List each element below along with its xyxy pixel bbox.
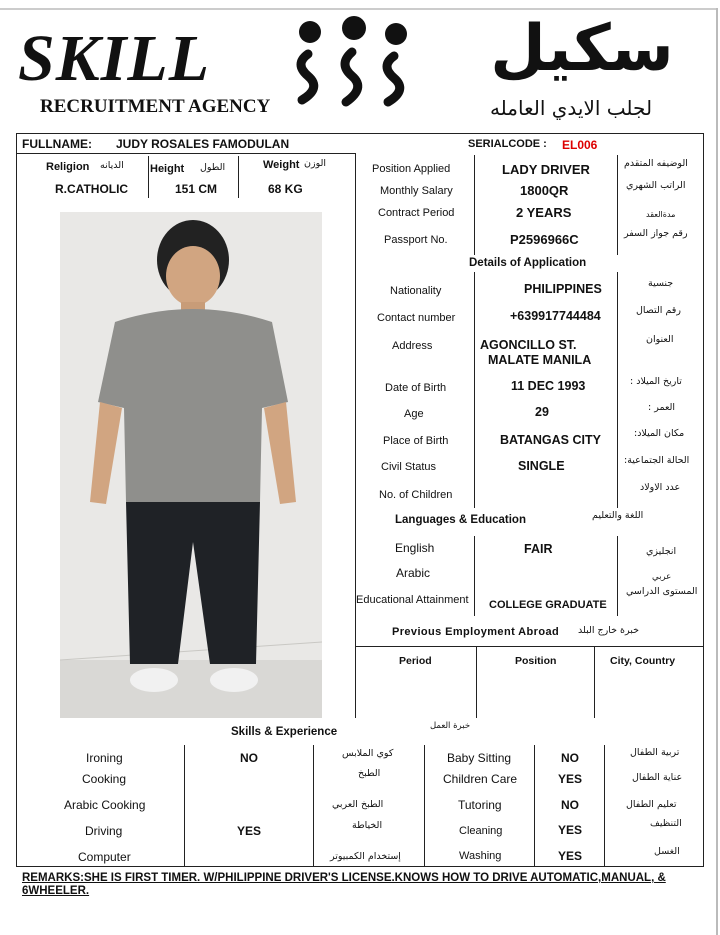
education-value: COLLEGE GRADUATE: [489, 599, 607, 611]
weight-value: 68 KG: [268, 182, 303, 196]
skill-arabic-cooking-ar: الطبخ العربي: [332, 799, 384, 810]
skill-ironing-value: NO: [240, 751, 258, 765]
languages-heading-ar: اللغة والتعليم: [592, 510, 644, 521]
salary-value: 1800QR: [520, 183, 569, 198]
address-label: Address: [392, 340, 433, 352]
frame-right: [716, 8, 718, 935]
skill-arabic-cooking-label: Arabic Cooking: [64, 798, 146, 812]
skill-baby-sitting-label: Baby Sitting: [447, 751, 512, 765]
civil-status-value: SINGLE: [518, 459, 565, 473]
pob-label-ar: مكان الميلاد:: [634, 428, 685, 439]
skills-heading: Skills & Experience: [231, 726, 338, 738]
children-label: No. of Children: [379, 489, 453, 501]
rule: [474, 536, 475, 616]
age-value: 29: [535, 405, 549, 419]
serial-label: SERIALCODE :: [468, 138, 547, 150]
age-label: Age: [404, 408, 424, 420]
serial-value: EL006: [562, 138, 598, 152]
skill-children-care-value: YES: [558, 772, 583, 786]
rule: [16, 866, 704, 867]
skill-cleaning-label: Cleaning: [459, 825, 503, 837]
rule: [474, 155, 475, 255]
skill-driving-value: YES: [237, 824, 262, 838]
skill-computer-label: Computer: [78, 850, 131, 864]
employment-heading-ar: خبرة خارج البلد: [578, 625, 640, 636]
rule: [424, 745, 425, 866]
religion-label-ar: الديانه: [100, 160, 124, 171]
rule: [355, 153, 356, 718]
skill-washing-label: Washing: [459, 850, 502, 862]
contact-value: +639917744484: [510, 309, 601, 323]
brand-subtitle: RECRUITMENT AGENCY: [40, 96, 271, 117]
rule: [476, 646, 477, 718]
skill-driving-label: Driving: [85, 824, 123, 838]
dob-value: 11 DEC 1993: [511, 379, 586, 393]
rule: [594, 646, 595, 718]
education-label-ar: المستوى الدراسي: [626, 586, 698, 597]
rule: [355, 646, 703, 647]
skill-driving-ar: الخياطة: [352, 820, 383, 831]
nationality-label: Nationality: [390, 285, 442, 297]
skill-ironing-label: Ironing: [86, 751, 123, 765]
pob-value: BATANGAS CITY: [500, 433, 601, 447]
position-value: LADY DRIVER: [502, 162, 590, 177]
religion-label: Religion: [46, 161, 90, 173]
employment-heading: Previous Employment Abroad: [392, 626, 560, 638]
employment-col-location: City, Country: [610, 655, 676, 667]
arabic-label: Arabic: [396, 566, 431, 580]
height-value: 151 CM: [175, 182, 218, 196]
rule: [148, 156, 149, 198]
rule: [16, 153, 356, 154]
languages-heading: Languages & Education: [395, 514, 526, 526]
civil-status-label-ar: الحالة الجتماعية:: [624, 455, 690, 466]
salary-label-ar: الراتب الشهري: [626, 180, 686, 191]
skill-computer-ar: إستخدام الكمبيوتر: [330, 851, 401, 862]
skill-cleaning-value: YES: [558, 823, 583, 837]
dob-label: Date of Birth: [385, 382, 447, 394]
position-label: Position Applied: [372, 163, 451, 175]
rule: [617, 155, 618, 255]
rule: [617, 272, 618, 508]
address-value-line2: MALATE MANILA: [488, 353, 592, 367]
skill-baby-sitting-ar: تربية الطفال: [630, 747, 680, 758]
rule: [604, 745, 605, 866]
arabic-label-ar: عربي: [652, 572, 672, 582]
brand-arabic-subtitle: لجلب الايدي العامله: [489, 96, 653, 120]
employment-col-position: Position: [515, 655, 557, 667]
civil-status-label: Civil Status: [381, 461, 437, 473]
rule: [703, 133, 704, 867]
skill-cooking-ar: الطبخ: [358, 768, 381, 779]
height-label: Height: [150, 163, 185, 175]
contract-value: 2 YEARS: [516, 205, 572, 220]
salary-label: Monthly Salary: [380, 185, 453, 197]
fullname-value: JUDY ROSALES FAMODULAN: [116, 137, 290, 151]
skill-cooking-label: Cooking: [82, 772, 127, 786]
skill-washing-ar: الغسل: [654, 846, 680, 857]
address-label-ar: العنوان: [646, 334, 674, 345]
rule: [313, 745, 314, 866]
education-label: Educational Attainment: [356, 594, 469, 606]
rule: [617, 536, 618, 616]
contract-label: Contract Period: [378, 207, 455, 219]
pob-label: Place of Birth: [383, 435, 449, 447]
brand-logo-text: SKILL: [18, 22, 211, 95]
rule: [16, 133, 17, 867]
employment-col-period: Period: [399, 655, 432, 667]
contact-label-ar: رقم التصال: [636, 305, 681, 316]
skills-heading-ar: خبرة العمل: [430, 721, 471, 731]
contract-label-ar: مدةالعقد: [646, 210, 676, 219]
english-label-ar: انجليزي: [646, 546, 677, 557]
english-label: English: [395, 541, 435, 555]
brand-arabic: سكيل: [490, 12, 674, 86]
address-value-line1: AGONCILLO ST.: [480, 338, 577, 352]
contact-label: Contact number: [377, 312, 456, 324]
passport-label: Passport No.: [384, 234, 448, 246]
details-heading: Details of Application: [469, 257, 587, 269]
passport-label-ar: رقم جواز السفر: [624, 228, 688, 239]
children-label-ar: عدد الاولاد: [640, 482, 681, 493]
skill-tutoring-value: NO: [561, 798, 579, 812]
religion-value: R.CATHOLIC: [55, 182, 129, 196]
weight-label: Weight: [263, 159, 300, 171]
skill-children-care-ar: عناية الطفال: [632, 772, 683, 783]
skill-children-care-label: Children Care: [443, 772, 518, 786]
people-logo-icon: [288, 14, 420, 110]
dob-label-ar: تاريخ الميلاد :: [630, 376, 682, 387]
skill-tutoring-ar: تعليم الطفال: [626, 799, 677, 810]
rule: [16, 133, 704, 134]
position-label-ar: الوضيفه المتقدم: [624, 158, 688, 169]
remarks: REMARKS:SHE IS FIRST TIMER. W/PHILIPPINE DRIVER'S LICENSE.KNOWS HOW TO DRIVE AUTOMATIC,MANUAL, & 6WHEELER.: [22, 872, 666, 898]
nationality-label-ar: جنسية: [648, 278, 674, 289]
rule: [238, 156, 239, 198]
skill-ironing-ar: كوي الملابس: [342, 748, 394, 759]
skill-baby-sitting-value: NO: [561, 751, 579, 765]
rule: [534, 745, 535, 866]
skill-washing-value: YES: [558, 849, 583, 863]
passport-value: P2596966C: [510, 232, 579, 247]
skill-cleaning-ar: التنظيف: [650, 818, 682, 829]
skill-tutoring-label: Tutoring: [458, 798, 502, 812]
nationality-value: PHILIPPINES: [524, 282, 602, 296]
age-label-ar: العمر :: [648, 402, 676, 413]
fullname-label: FULLNAME:: [22, 137, 92, 151]
english-value: FAIR: [524, 542, 553, 556]
rule: [184, 745, 185, 866]
height-label-ar: الطول: [200, 162, 226, 173]
rule: [474, 272, 475, 508]
weight-label-ar: الوزن: [304, 158, 327, 169]
candidate-photo: [60, 212, 322, 718]
frame-top: [0, 8, 718, 10]
